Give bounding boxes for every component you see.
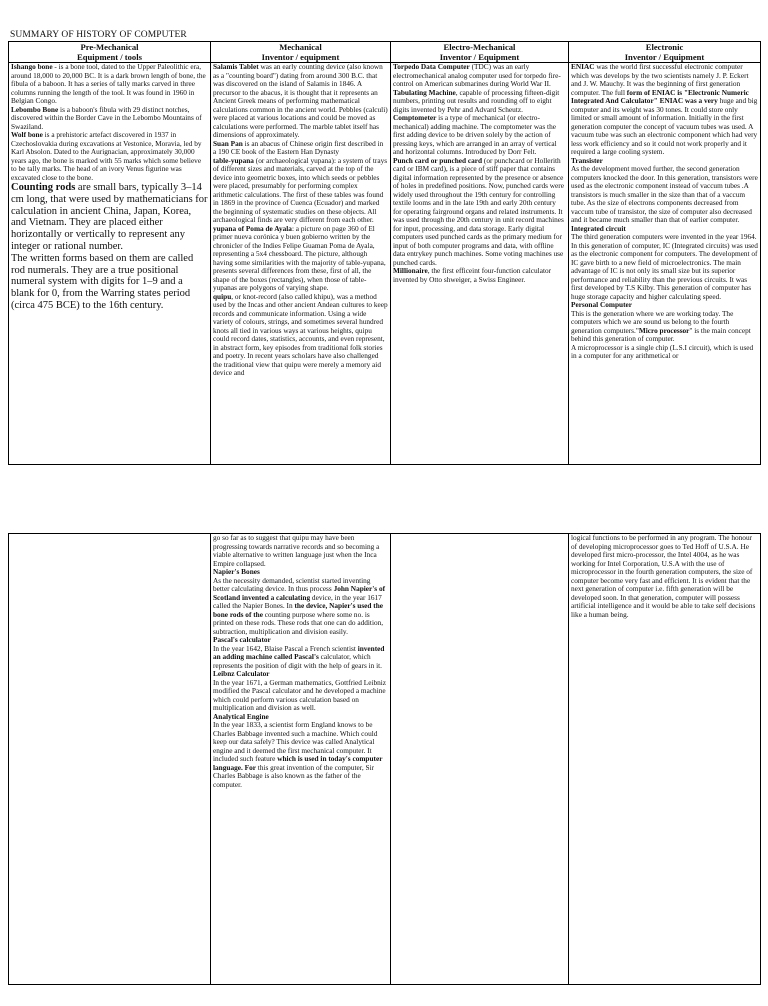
rods-term: Counting rods [11,182,76,193]
lebombo-term: Lebombo Bone [11,104,59,114]
document-title: SUMMARY OF HISTORY OF COMPUTER [10,30,187,40]
pc-text-2: " is the main concept behind this generation of computer. [571,325,751,343]
napier-text-3: counting purpose where some no. is printed on these rods. These rods that one can do addition, subtraction, multiplication and division easily. [213,609,384,636]
millionaire-term: Millionaire [393,266,428,275]
micro-processor-term: Micro processor [638,325,690,335]
analytical-text-2: this great invention of the computer, Sir Charles Babbage is also known as the father of the computer. [213,762,375,789]
millionaire-text: , the first efficeint four-function calculator invented by Otto shweiger, a Swiss Engineer. [393,266,552,284]
lebombo-text: is a baboon's fibula with 29 distinct notches, discovered within the Border Cave in the Lebombo Mountains of Swaziland. [11,104,202,131]
napier-bold-1: John Napier's of Scotland invented a calculating [213,584,386,602]
history-table-page-1 [8,41,761,465]
pascal-heading: Pascal's calculator [213,635,271,644]
header-pre-mechanical: Pre-Mechanical Equipment / tools [9,42,211,63]
yupana-text: : a picture on page 360 of El primer nueva corónica y buen gobierno written by the chronicler of the Indies Felipe Guaman Poma de Ayala, representing a 5x4 chessboard. The picture, although having some similarities with the majority of table-yupana, presents several differences from these, first of all, the shape of the boxes (rectangles), when those of table-yupanas are polygons of varying shape. [213,223,386,292]
header-mechanical: Mechanical Inventor / equipment [211,42,391,63]
salamis-text: was an early counting device (also known as a "counting board") dating from around 300 B.C. that was discovered on the island of Salamis in 1846. A precursor to the abacus, it is thought that it represents an Ancient Greek means of performing mathematical calculations common in the ancient world. Pebbles (calculi) were placed at various locations and could be moved as calculations were performed. The marble tablet itself has dimensions of approximately. [213,62,388,139]
suan-text: is an abacus of Chinese origin first described in a 190 CE book of the Eastern Han Dynasty [213,138,384,156]
electronic-cell-continued [569,534,761,985]
wolf-text: is a prehistoric artefact discovered in 1937 in Czechoslovakia during excavations at Vestonice, Moravia, led by Karl Absolon. Dated to the Aurignacian, approximately 30,000 years ago, the bone is marked with 55 marks which some believe to be tally marks. The head of an ivory Venus figurine was excavated close to the bone. [11,130,202,182]
history-table-page-2 [8,533,761,985]
eniac-text: was the world first successful electronic computer which was develops by the two scientists namely J. P. Eckert and J. W. Mauchy. It was the beginning of first generation computer. The full [571,62,749,97]
analytical-bold: which is used in today's computer language. For [213,754,383,772]
napier-heading: Napier's Bones [213,567,260,576]
ic-heading: Integrated circuit [571,223,626,233]
header-electro-mechanical: Electro-Mechanical Inventor / Equipment [391,42,569,63]
transistor-text: As the development moved further, the second generation computers knocked the door. In this generation, transistors were used as the electronic component instead of vaccum tubes .A transistors is much smaller in the size than that of a vaccum tube. As the size of electrons components decreased from vaccum tube of transistor, the size of computer also decreased and it became much smaller than that of earlier computer. [571,164,758,224]
table-header-row [9,42,761,63]
ic-text: The third generation computers were invented in the year 1964. In this generation of computer, IC (Integrated circuits) was used as the electronic component for computers. The development of IC gave birth to a new field of microelectronics. The main advantage of IC is not only its small size but its superior performance and reliability than the previous circuits. It was first developed by T.S Kilby. This generation of computer has huge storage capacity and higher calculating speed. [571,232,758,301]
punch-card-term: Punch card or punched card [393,155,483,165]
comptometer-text: is a type of mechanical (or electro-mechanical) adding machine. The comptometer was the first adding device to be driven solely by the action of pressing keys, which are arranged in an array of vertical and horizontal columns. Introduced by Dorr Felt. [393,113,557,156]
leibnz-heading: Leibnz Calculator [213,669,270,678]
electronic-cell [569,63,761,465]
comptometer-term: Comptometer [393,113,437,122]
ishango-text: - is a bone tool, dated to the Upper Paleolithic era, around 18,000 to 20,000 BC. It is a dark brown length of bone, the fibula of a baboon. It has a series of tally marks carved in three columns running the length of the tool. It was found in 1960 in Belgian Congo. [11,62,206,105]
punch-card-text: (or punchcard or Hollerith card or IBM card), is a piece of stiff paper that contains digital information represented by the presence or absence of holes in predefined positions. Now, punched cards were widely used throughout the 19th century for controlling textile looms and in the late 19th and early 20th century for operating fairground organs and related instruments. It was used through the 20th century in unit record machines for input, processing, and data storage. Early digital computers used punched cards as the primary medium for input of both computer programs and data, with offline data entrykey punch machines. Some voting machines use punched cards. [393,155,564,267]
rods-text: are small bars, typically 3–14 cm long, that were used by mathematicians for calculation in ancient China, Japan, Korea, and Vietnam. They are placed either horizontally or vertically to represent any integer or rational number. [11,182,208,252]
torpedo-text: (TDC) was an early electromechanical analog computer used for torpedo fire-control on American submarines during World War II. [393,62,561,88]
analytical-heading: Analytical Engine [213,711,269,721]
pc-text: This is the generation where we are working today. The computers which we are sound us belong to the fourth generation computers." [571,308,734,335]
analytical-text: In the year 1833, a scientist form England knows to be Charles Babbage invented such a machine. Which could keep our data safely? This device was called Analytical engine and it deemed the first mechanical computer. It included such feature [213,720,378,763]
quipu-text: , or knot-record (also called khipu), was a method used by the Incas and other ancient Andean cultures to keep records and communicate information. Using a wide variety of colours, strings, and sometimes several hundred knots all tied in various ways at various heights, quipu could record dates, statistics, accounts, and even represent, in abstract form, key episodes from traditional folk stories and poetry. In recent years scholars have also challenged the traditional view that quipu were merely a memory aid device and [213,291,388,377]
pascal-text-2: calculator, which represents the position of digit with the help of gears in it. [213,652,383,670]
table-yupana-term: table-yupana [213,155,254,165]
napier-bold-2: the device, Napier's used the bone rods of the [213,601,384,619]
microprocessor-text: A microprocessor is a single chip (L.S.I circuit), which is used in a computer for any arithmetical or [571,342,754,360]
suan-term: Suan Pan [213,138,243,148]
table-body-row-continued [9,534,761,985]
mechanical-cell [211,63,391,465]
torpedo-term: Torpedo Data Computer [393,62,470,71]
electronic-continued-text: logical functions to be performed in any program. The honour of developing microprocessor goes to Ted Hoff of U.S.A. He developed first micro-processor, the Intel 4004, as he was working for Intel Corporation, U.S.A with the use of microprocessor in the fourth generation computers, the size of computer become very fast and efficient. It is evident that the next generation of computer i.e. fifth generation will be developed soon. In that generation, computer will possess artificial intelligence and it would be able to take self decisions like a human being. [571,533,756,619]
pascal-bold: invented an adding machine called Pascal's [213,643,385,661]
table-yupana-text: (or archaeological yupana): a system of trays of different sizes and materials, carved at the top of the device into geometric boxes, into which seeds or pebbles were placed, presumably for performing complex arithmetic calculations. The first of these tables was found in 1869 in the province of Cuenca (Ecuador) and marked the beginning of systematic studies on these objects. All archaeological finds are very different from each other. [213,155,388,224]
napier-text: As the necessity demanded, scientist started inventing better calculating device. In thus process [213,575,371,593]
salamis-term: Salamis Tablet [213,62,259,71]
pascal-text: In the year 1642, Blaise Pascal a French scientist [213,643,358,653]
leibnz-text: In the year 1671, a German mathematics, Gottfried Leibniz modified the Pascal calculator and he developed a machine which could perform various calculation based on multiplication and division as well. [213,677,387,712]
ishango-term: Ishango bone [11,62,53,71]
wolf-term: Wolf bone [11,130,43,139]
quipu-continued-text: go so far as to suggest that quipu may have been progressing towards narrative records and so becoming a viable alternative to written language just when the Inca Empire collapsed. [213,533,380,568]
electro-mechanical-cell [391,63,569,465]
transistor-heading: Transister [571,155,603,165]
pc-heading: Personal Computer [571,300,633,309]
eniac-term: ENIAC [571,62,595,71]
napier-text-2: device, in the year 1617 called the Napier Bones. In [213,592,382,610]
tabulating-term: Tabulating Machine [393,87,456,97]
tabulating-text: , capable of processing fifteen-digit numbers, printing out results and rounding off to eight digits invented by Pehr and Advard Scheutz. [393,87,560,114]
rod-numerals-text: The written forms based on them are called rod numerals. They are a true positional numeral system with digits for 1–9 and a blank for 0, from the Warring states period (circa 475 BCE) to the 16th century. [11,252,194,311]
header-electronic: Electronic Inventor / Equipment [569,42,761,63]
eniac-text-2: huge and big computer and its weight was 30 tones. It could store only limited or small amount of information. Initially in the first generation computer the concept of vacuum tubes was used. A vacuum tube was such an electronic component which had very less work efficiency and so it could not work properly and it required a large cooling system. [571,96,758,156]
pre-mechanical-cell-empty [9,534,211,985]
quipu-term: quipu [213,291,232,301]
eniac-full-form: form of ENIAC is "Electronic Numeric Integrated And Calculator" ENIAC was a very [571,87,749,105]
electro-mechanical-cell-empty [391,534,569,985]
pre-mechanical-cell [9,63,211,465]
mechanical-cell-continued [211,534,391,985]
yupana-term: yupana of Poma de Ayala [213,223,292,233]
table-body-row [9,63,761,465]
